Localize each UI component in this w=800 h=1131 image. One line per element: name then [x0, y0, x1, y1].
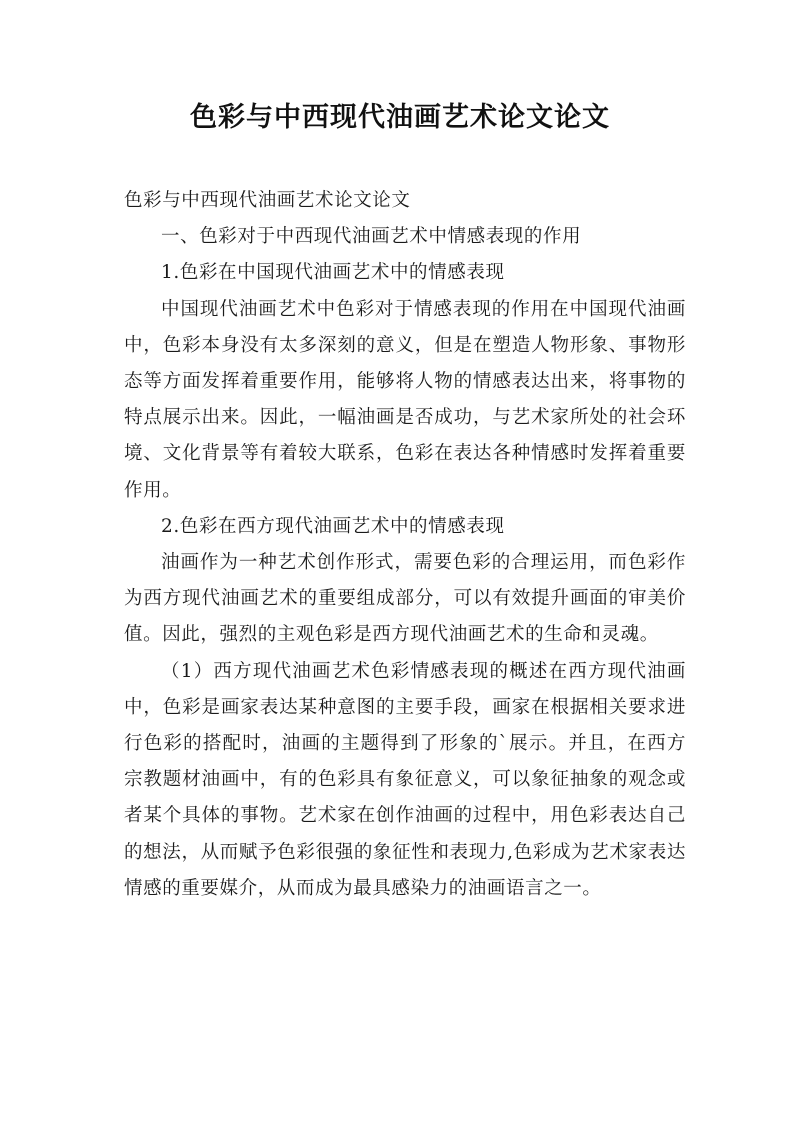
subsection-heading: 2.色彩在西方现代油画艺术中的情感表现 — [161, 515, 505, 537]
section-heading: 一、色彩对于中西现代油画艺术中情感表现的作用 — [161, 226, 582, 248]
body-paragraph: 中国现代油画艺术中色彩对于情感表现的作用在中国现代油画中，色彩本身没有太多深刻的意义，但是在塑造人物形象、事物形态等方面发挥着重要作用，能够将人物的情感表达出来，将事物的特点展示出来。因此，一幅油画是否成功，与艺术家所处的社会环境、文化背景等有着较大联系，色彩在表达各种情感时发挥着重要作用。 — [124, 298, 686, 501]
document-body — [124, 183, 686, 907]
subsection-heading: 1.色彩在中国现代油画艺术中的情感表现 — [161, 262, 505, 284]
document-title: 色彩与中西现代油画艺术论文论文 — [190, 102, 610, 133]
body-paragraph: 油画作为一种艺术创作形式，需要色彩的合理运用，而色彩作为西方现代油画艺术的重要组成部分，可以有效提升画面的审美价值。因此，强烈的主观色彩是西方现代油画艺术的生命和灵魂。 — [124, 552, 686, 646]
body-paragraph: （1）西方现代油画艺术色彩情感表现的概述在西方现代油画中，色彩是画家表达某种意图的主要手段，画家在根据相关要求进行色彩的搭配时，油画的主题得到了形象的`展示。并且，在西方宗教题材油画中，有的色彩具有象征意义，可以象征抽象的观念或者某个具体的事物。艺术家在创作油画的过程中，用色彩表达自己的想法，从而赋予色彩很强的象征性和表现力,色彩成为艺术家表达情感的重要媒介，从而成为最具感染力的油画语言之一。 — [124, 660, 686, 899]
body-heading: 色彩与中西现代油画艺术论文论文 — [124, 190, 411, 211]
